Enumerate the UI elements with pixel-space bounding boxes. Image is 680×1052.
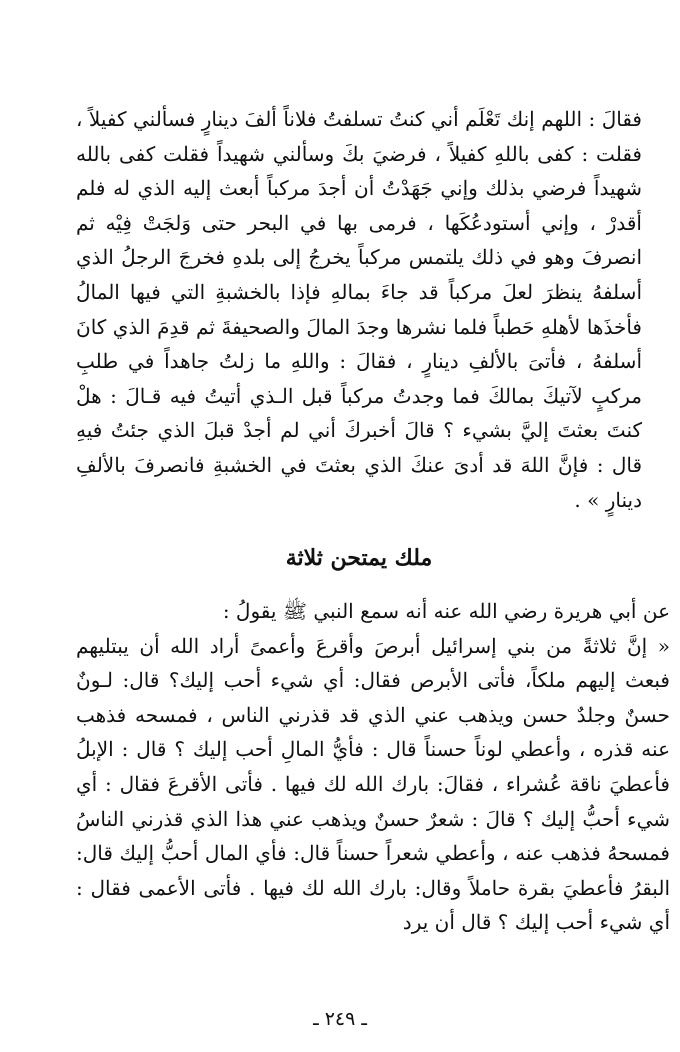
section-heading: ملك يمتحن ثلاثة	[285, 545, 433, 571]
story-one-paragraph: فقالَ : اللهم إنك تَعْلَم أني كنتُ تسلفتُ فلاناً ألفَ دينارٍ فسألني كفيلاً ، فقلت : كفى باللهِ كفيلاً ، فرضيَ بكَ وسألني شهيداً فقلت كفى بالله شهيداً فرضي بذلك وإني جَهَدْتُ أن أجدَ مركباً أبعث إليه الذي له فلم أقدرْ ، وإني أستودعُكَها ، فرمى بها في البحر حتى وَلجَتْ فِيْه ثم انصرفَ وهو في ذلك يلتمس مركباً يخرجُ إلى بلدهِ فخرجَ الرجلُ الذي أسلفهُ ينظرَ لعلَ مركباً قد جاءَ بمالهِ فإذا بالخشبةِ التي فيها المالُ فأخذَها لأهلهِ حَطباً فلما نشرها وجدَ المالَ والصحيفةَ ثم قدِمَ الذي كانَ أسلفهُ ، فأتىَ بالألفِ دينارٍ ، فقالَ : واللهِ ما زلتُ جاهداً في طلبِ مركبٍ لآتيكَ بمالكَ فما وجدتُ مركباً قبل الـذي أتيتُ فيه قـالَ : هلْ كنتَ بعثتَ إليَّ بشيء ؟ قالَ أخبركَ أني لم أجدْ قبلَ الذي جئتُ فيهِ قال : فإنَّ اللهَ قد أدىَ عنكَ الذي بعثتَ في الخشبةِ فانصرفَ بالألفِ دينارٍ » .	[76, 107, 642, 512]
page-number: ـ ٢٤٩ ـ	[313, 1008, 367, 1030]
story-two-paragraph: « إنَّ ثلاثةً من بني إسرائيل أبرصَ وأقرعَ وأعمىً أراد الله أن يبتليهم فبعث إليهم ملكاً، فأتى الأبرص فقال: أي شيء أحب إليك؟ قال: لـونٌ حسنٌ وجلدٌ حسن ويذهب عني الذي قد قذرني الناس ، فمسحه فذهب عنه قذره ، وأعطي لوناً حسناً قال : فأيُّ المالِ أحب إليك ؟ قال : الإبلُ فأعطيَ ناقة عُشراء ، فقالَ: بارك الله لك فيها . فأتى الأقرعَ فقال : أي شيء أحبُّ إليك ؟ قالَ : شعرٌ حسنٌ ويذهب عني هذا الذي قذرني الناسُ فمسحهُ فذهب عنه ، وأعطي شعراً حسناً قال: فأي المال أحبُّ إليك قال: البقرُ فأعطيَ بقرة حاملاً وقال: بارك الله لك فيها . فأتى الأعمى فقال : أي شيء أحب إليك ؟ قال أن يرد	[76, 633, 670, 935]
story-two-lead-line: عن أبي هريرة رضي الله عنه أنه سمع النبي ﷺ يقولُ :	[222, 599, 670, 623]
story-two-block	[76, 594, 670, 940]
